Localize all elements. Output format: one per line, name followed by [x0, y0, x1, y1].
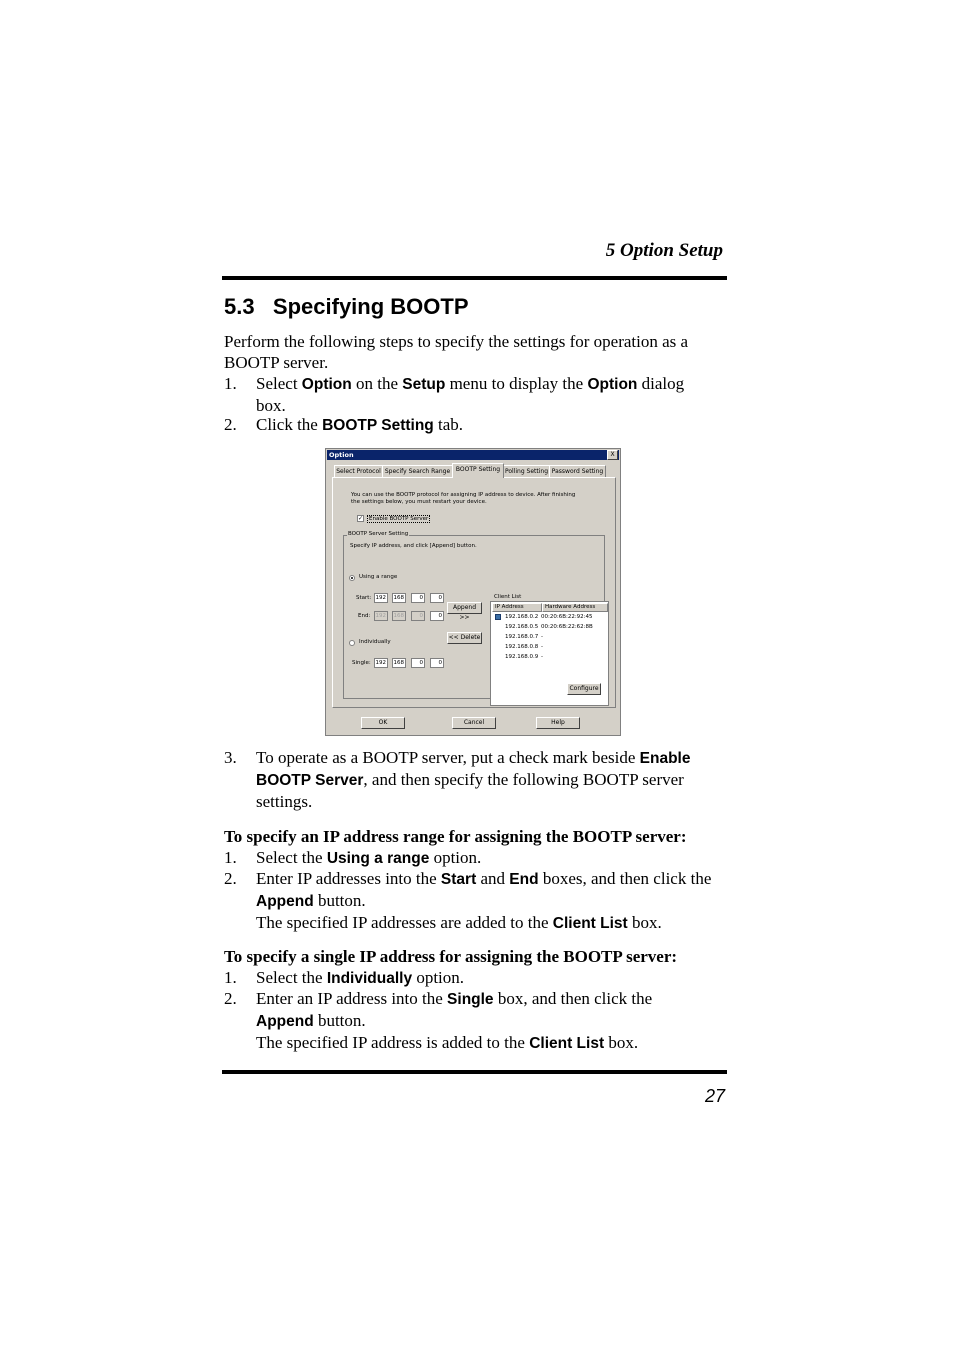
- ui-term: Client List: [529, 1035, 605, 1052]
- cancel-button[interactable]: Cancel: [452, 717, 496, 729]
- single-label: Single:: [352, 660, 371, 666]
- step-number: 3.: [224, 748, 237, 767]
- enable-bootp-label: Enable BOOTP Server: [369, 516, 429, 522]
- group-title: BOOTP Server Setting: [348, 531, 409, 537]
- single-ip-4[interactable]: 0: [430, 658, 444, 668]
- step-text: , and then specify the following BOOTP server: [363, 770, 684, 789]
- step-1-text: [256, 373, 726, 416]
- single-ip-2[interactable]: 168: [393, 660, 404, 666]
- tab-polling-setting[interactable]: Polling Setting: [503, 465, 550, 477]
- range-step-1: [256, 847, 726, 869]
- enable-bootp-checkbox[interactable]: ✓: [358, 515, 364, 522]
- client-list-label: Client List: [494, 594, 522, 600]
- start-ip-4[interactable]: 0: [430, 593, 444, 603]
- step-text: box.: [604, 1033, 639, 1052]
- step-3-text: [256, 747, 726, 812]
- single-heading: To specify a single IP address for assigning the BOOTP server:: [224, 947, 678, 966]
- step-text: Select the: [256, 848, 327, 867]
- ui-term: Single: [447, 991, 494, 1008]
- step-text: on the: [351, 374, 403, 393]
- list-item[interactable]: [505, 652, 543, 662]
- chapter-header: 5 Option Setup: [605, 240, 723, 261]
- ui-term: Using a range: [326, 850, 430, 867]
- step-2-text: [256, 414, 726, 436]
- list-item[interactable]: [505, 622, 593, 632]
- step-number: 2.: [224, 869, 237, 888]
- start-ip-1[interactable]: 192: [375, 595, 386, 601]
- step-text: and: [476, 869, 510, 888]
- single-ip-3[interactable]: 0: [411, 658, 425, 668]
- step-number: 2.: [224, 415, 237, 434]
- using-range-label: Using a range: [359, 574, 398, 580]
- step-text: Enter an IP address into the: [256, 989, 448, 1008]
- step-number: 1.: [224, 968, 237, 987]
- step-text: boxes, and then click the: [538, 869, 712, 888]
- individually-radio[interactable]: [349, 640, 355, 646]
- client-ip: 192.168.0.8: [505, 644, 539, 650]
- single-ip-1[interactable]: 192: [375, 660, 386, 666]
- tab-panel: [332, 477, 616, 708]
- step-text: Select the: [256, 968, 327, 987]
- step-text: box, and then click the: [493, 989, 653, 1008]
- end-ip-1[interactable]: 192: [375, 613, 386, 619]
- client-ip: 192.168.0.5: [505, 624, 539, 630]
- step-text: option.: [429, 848, 482, 867]
- step-number: 2.: [224, 989, 237, 1008]
- start-ip-3[interactable]: 0: [411, 593, 425, 603]
- dialog-title: Option: [327, 450, 619, 460]
- header-rule: [222, 276, 727, 280]
- step-text: menu to display the: [445, 374, 588, 393]
- client-hw: 00:20:6B:22:62:8B: [541, 624, 593, 630]
- step-text: The specified IP addresses are added to the: [256, 913, 553, 932]
- info-text-1: You can use the BOOTP protocol for assigning IP address to device. After finishing: [351, 492, 576, 498]
- close-icon[interactable]: X: [607, 450, 618, 460]
- footer-rule: [222, 1070, 727, 1074]
- delete-button[interactable]: << Delete: [447, 632, 482, 644]
- range-heading: To specify an IP address range for assigning the BOOTP server:: [224, 827, 687, 846]
- page-number: 27: [704, 1086, 725, 1106]
- ui-term: Append: [256, 893, 314, 910]
- end-ip-4[interactable]: 0: [430, 611, 444, 621]
- tab-specify-search-range[interactable]: Specify Search Range: [382, 465, 453, 477]
- step-text: option.: [412, 968, 465, 987]
- ok-button[interactable]: OK: [361, 717, 405, 729]
- tab-select-protocol[interactable]: Select Protocol: [334, 465, 383, 477]
- ui-term: Option: [587, 376, 638, 393]
- list-item[interactable]: [505, 642, 543, 652]
- step-text: The specified IP address is added to the: [256, 1033, 530, 1052]
- start-label: Start:: [356, 595, 372, 601]
- ui-term: BOOTP Server: [256, 772, 364, 789]
- tab-bootp-setting[interactable]: BOOTP Setting: [452, 463, 504, 478]
- list-item[interactable]: [505, 612, 593, 622]
- ui-term: Option: [301, 376, 352, 393]
- step-text: box.: [256, 396, 286, 415]
- end-ip-2[interactable]: 168: [393, 613, 404, 619]
- client-hw: -: [541, 654, 543, 660]
- intro-line-1: Perform the following steps to specify the settings for operation as a: [224, 332, 689, 351]
- ui-term: Start: [440, 871, 477, 888]
- col-hardware-address[interactable]: Hardware Address: [542, 603, 608, 612]
- client-hw: -: [541, 644, 543, 650]
- step-text: settings.: [256, 792, 313, 811]
- step-text: box.: [627, 913, 662, 932]
- step-number: 1.: [224, 374, 237, 393]
- computer-icon: [495, 614, 501, 620]
- ui-term: Individually: [326, 970, 413, 987]
- step-text: Enter IP addresses into the: [256, 869, 441, 888]
- ui-term: End: [509, 871, 539, 888]
- using-range-radio[interactable]: [349, 575, 355, 581]
- step-text: dialog: [637, 374, 685, 393]
- configure-button[interactable]: Configure: [567, 683, 601, 695]
- col-ip-address[interactable]: IP Address: [492, 603, 542, 612]
- step-text: button.: [313, 1011, 366, 1030]
- ui-term: Append: [256, 1013, 314, 1030]
- end-ip-3[interactable]: 0: [411, 611, 425, 621]
- info-text-2: the settings below, you must restart your device.: [351, 499, 487, 505]
- end-label: End:: [358, 613, 371, 619]
- single-step-2: [256, 988, 726, 1054]
- tab-password-setting[interactable]: Password Setting: [549, 465, 606, 477]
- step-text: tab.: [433, 415, 464, 434]
- client-hw: 00:20:6B:22:92:45: [541, 614, 593, 620]
- option-dialog: [325, 448, 621, 736]
- step-text: Click the: [256, 415, 323, 434]
- step-text: button.: [313, 891, 366, 910]
- range-step-2: [256, 868, 726, 934]
- client-ip: 192.168.0.7: [505, 634, 539, 640]
- ui-term: Client List: [552, 915, 628, 932]
- list-item[interactable]: [505, 632, 543, 642]
- ui-term: Setup: [402, 376, 446, 393]
- individually-label: Individually: [359, 639, 391, 645]
- start-ip-2[interactable]: 168: [393, 595, 404, 601]
- client-hw: -: [541, 634, 543, 640]
- ui-term: BOOTP Setting: [322, 417, 434, 434]
- client-ip: 192.168.0.2: [505, 614, 539, 620]
- single-step-1: [256, 967, 726, 989]
- intro-line-2: BOOTP server.: [224, 353, 329, 372]
- section-title: 5.3 Specifying BOOTP: [224, 294, 469, 319]
- client-ip: 192.168.0.9: [505, 654, 539, 660]
- step-text: Select: [256, 374, 302, 393]
- group-hint: Specify IP address, and click [Append] button.: [350, 543, 477, 549]
- ui-term: Enable: [639, 750, 691, 767]
- step-text: To operate as a BOOTP server, put a check mark beside: [256, 748, 640, 767]
- step-number: 1.: [224, 848, 237, 867]
- append-button[interactable]: Append >>: [447, 602, 482, 614]
- help-button[interactable]: Help: [536, 717, 580, 729]
